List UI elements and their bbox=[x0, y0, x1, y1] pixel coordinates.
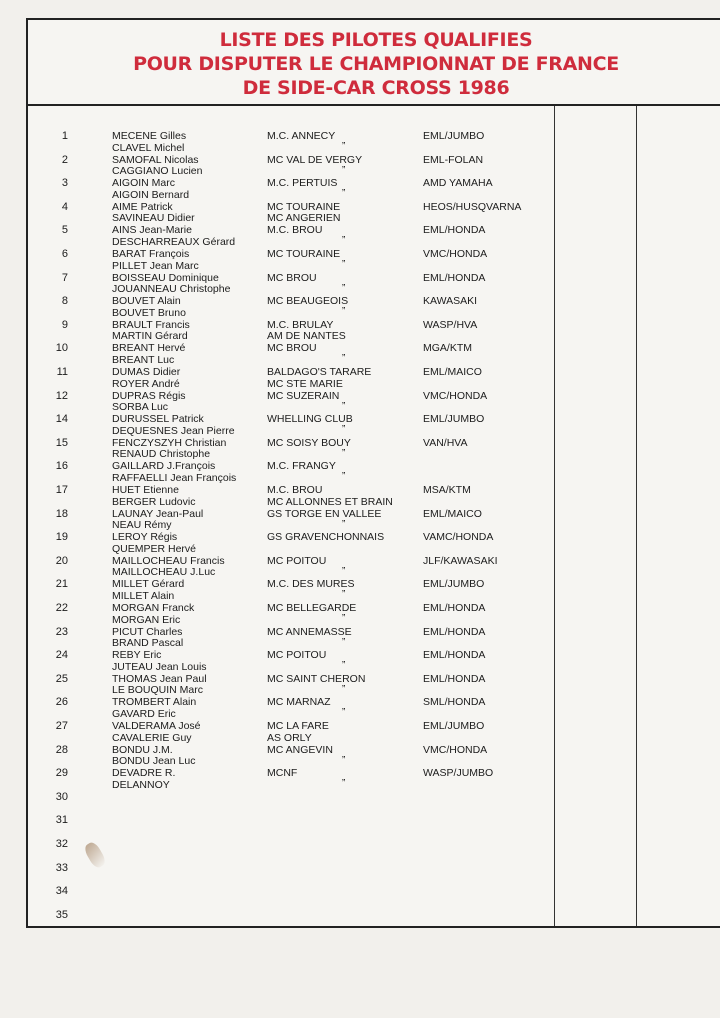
machine-make: MSA/KTM bbox=[423, 484, 471, 496]
entry-number: 12 bbox=[55, 389, 68, 402]
pilot-name: BOISSEAU Dominique bbox=[112, 271, 219, 284]
club-ditto-mark: ” bbox=[342, 400, 346, 412]
column-divider-1 bbox=[554, 106, 555, 926]
passenger-name: BREANT Luc bbox=[112, 354, 175, 366]
pilot-name: DEVADRE R. bbox=[112, 767, 176, 780]
club-ditto-mark: ” bbox=[342, 259, 346, 270]
club-name: MC ANNEMASSE bbox=[267, 625, 352, 638]
machine-make: EML/HONDA bbox=[423, 672, 486, 685]
entry-number: 6 bbox=[61, 248, 68, 260]
pilot-name: BOUVET Alain bbox=[112, 295, 181, 308]
pilot-name: BARAT François bbox=[112, 248, 190, 260]
entry-number: 33 bbox=[55, 861, 68, 874]
pilot-name: VALDERAMA José bbox=[112, 720, 201, 732]
passenger-name: RENAUD Christophe bbox=[112, 448, 211, 461]
entry-number: 29 bbox=[55, 767, 68, 780]
club-ditto-mark: ” bbox=[342, 565, 346, 577]
pilot-name: MAILLOCHEAU Francis bbox=[112, 554, 225, 567]
pilot-name: DURUSSEL Patrick bbox=[112, 413, 204, 426]
machine-make: VMC/HONDA bbox=[423, 743, 488, 756]
pilot-name: FENCZYSZYH Christian bbox=[112, 436, 227, 449]
club-name: MC BELLEGARDE bbox=[267, 602, 357, 614]
title-line-2: POUR DISPUTER LE CHAMPIONNAT DE FRANCE bbox=[133, 53, 619, 75]
entry-number: 8 bbox=[61, 295, 68, 308]
pilot-name: LEROY Régis bbox=[112, 531, 178, 544]
entry-number: 1 bbox=[61, 130, 68, 142]
passenger-name: DESCHARREAUX Gérard bbox=[112, 236, 236, 248]
club-name: M.C. BROU bbox=[267, 484, 323, 496]
club-name: MC TOURAINE bbox=[267, 200, 341, 213]
club-ditto-mark: ” bbox=[342, 282, 346, 294]
entry-number: 23 bbox=[55, 625, 68, 638]
club-ditto-mark: ” bbox=[342, 471, 346, 483]
passenger-name: DEQUESNES Jean Pierre bbox=[112, 424, 235, 437]
club-name: WHELLING CLUB bbox=[267, 413, 353, 426]
club-ditto-mark: ” bbox=[342, 188, 346, 200]
entry-number: 30 bbox=[55, 790, 68, 803]
club-ditto-mark: ” bbox=[342, 518, 346, 530]
machine-make: AMD YAMAHA bbox=[423, 177, 493, 190]
passenger-name: MARTIN Gérard bbox=[112, 330, 188, 343]
club-name: MCNF bbox=[267, 767, 298, 780]
passenger-name: GAVARD Eric bbox=[112, 708, 176, 720]
pilot-name: MILLET Gérard bbox=[112, 578, 185, 591]
pilot-name: DUMAS Didier bbox=[112, 366, 181, 378]
entry-number: 27 bbox=[55, 720, 68, 732]
pilot-name: THOMAS Jean Paul bbox=[112, 672, 207, 685]
club-ditto-mark: ” bbox=[342, 636, 346, 648]
passenger-name: CLAVEL Michel bbox=[112, 141, 185, 154]
entry-number: 25 bbox=[55, 672, 68, 685]
club-name-2: MC ANGERIEN bbox=[267, 212, 341, 225]
pilot-name: SAMOFAL Nicolas bbox=[112, 153, 199, 166]
club-name: MC BROU bbox=[267, 271, 317, 284]
machine-make: EML/HONDA bbox=[423, 224, 486, 237]
entry-number: 34 bbox=[55, 885, 68, 898]
pilot-name: REBY Eric bbox=[112, 649, 162, 662]
passenger-name: LE BOUQUIN Marc bbox=[112, 684, 204, 697]
pilot-name: BRAULT Francis bbox=[112, 318, 190, 331]
pilot-name: MORGAN Franck bbox=[112, 602, 195, 614]
passenger-name: BOUVET Bruno bbox=[112, 306, 186, 319]
passenger-name: AIGOIN Bernard bbox=[112, 188, 190, 201]
entry-number: 20 bbox=[55, 554, 68, 567]
machine-make: EML/JUMBO bbox=[423, 720, 485, 732]
machine-make: EML/JUMBO bbox=[423, 413, 485, 426]
pilot-name: AIGOIN Marc bbox=[112, 177, 176, 190]
pilot-name: AINS Jean-Marie bbox=[112, 224, 192, 237]
club-name: M.C. DES MURES bbox=[267, 578, 355, 591]
club-ditto-mark: ” bbox=[342, 707, 346, 719]
club-name: M.C. BRULAY bbox=[267, 318, 334, 331]
club-name: MC POITOU bbox=[267, 554, 327, 567]
club-name: M.C. ANNECY bbox=[267, 130, 336, 142]
title-line-1: LISTE DES PILOTES QUALIFIES bbox=[219, 29, 533, 51]
club-ditto-mark: ” bbox=[342, 235, 346, 247]
club-name: BALDAGO'S TARARE bbox=[267, 366, 372, 378]
club-name: MC SOISY BOUY bbox=[267, 436, 351, 449]
machine-make: MGA/KTM bbox=[423, 342, 472, 355]
club-ditto-mark: ” bbox=[342, 447, 346, 459]
machine-make: EML/JUMBO bbox=[423, 578, 485, 591]
club-ditto-mark: ” bbox=[342, 778, 346, 790]
entry-number: 11 bbox=[56, 366, 68, 378]
entry-number: 4 bbox=[61, 200, 68, 213]
machine-make: VMC/HONDA bbox=[423, 248, 488, 260]
entry-number: 21 bbox=[55, 578, 68, 591]
machine-make: VAN/HVA bbox=[423, 436, 468, 449]
pilot-name: DUPRAS Régis bbox=[112, 389, 186, 402]
machine-make: JLF/KAWASAKI bbox=[423, 554, 498, 567]
pilot-name: LAUNAY Jean-Paul bbox=[112, 507, 204, 520]
entry-number: 31 bbox=[55, 814, 68, 827]
club-ditto-mark: ” bbox=[342, 589, 346, 601]
club-ditto-mark: ” bbox=[342, 754, 346, 766]
club-name-2: MC STE MARIE bbox=[267, 377, 343, 390]
club-ditto-mark: ” bbox=[342, 306, 346, 318]
machine-make: EML/MAICO bbox=[423, 366, 482, 378]
machine-make: EML/HONDA bbox=[423, 602, 486, 614]
entry-number: 5 bbox=[61, 224, 68, 237]
club-name: GS GRAVENCHONNAIS bbox=[267, 531, 385, 544]
passenger-name: MAILLOCHEAU J.Luc bbox=[112, 566, 216, 579]
entry-number: 32 bbox=[55, 838, 68, 850]
passenger-name: CAVALERIE Guy bbox=[112, 731, 192, 744]
pilot-name: GAILLARD J.François bbox=[112, 460, 216, 473]
passenger-name: DELANNOY bbox=[112, 778, 170, 791]
passenger-name: QUEMPER Hervé bbox=[112, 542, 197, 555]
machine-make: VMC/HONDA bbox=[423, 389, 488, 402]
passenger-name: BRAND Pascal bbox=[112, 637, 184, 650]
entry-number: 16 bbox=[55, 460, 68, 473]
entry-number: 28 bbox=[55, 743, 68, 756]
entry-number: 18 bbox=[55, 507, 68, 520]
machine-make: HEOS/HUSQVARNA bbox=[423, 200, 522, 213]
club-name: MC POITOU bbox=[267, 649, 327, 662]
passenger-name: JOUANNEAU Christophe bbox=[112, 283, 231, 296]
passenger-name: MILLET Alain bbox=[112, 590, 175, 602]
club-name: GS TORGE EN VALLEE bbox=[267, 507, 382, 520]
passenger-name: ROYER André bbox=[112, 377, 180, 390]
machine-make: KAWASAKI bbox=[423, 295, 478, 308]
club-name: MC BEAUGEOIS bbox=[267, 295, 349, 308]
club-name: M.C. BROU bbox=[267, 224, 323, 237]
pilot-name: AIME Patrick bbox=[112, 200, 173, 213]
passenger-name: JUTEAU Jean Louis bbox=[112, 660, 207, 673]
machine-make: EML/MAICO bbox=[423, 507, 482, 520]
entry-number: 10 bbox=[55, 342, 68, 355]
passenger-name: SORBA Luc bbox=[112, 401, 169, 414]
machine-make: VAMC/HONDA bbox=[423, 531, 494, 544]
passenger-name: BONDU Jean Luc bbox=[112, 755, 196, 768]
club-ditto-mark: ” bbox=[342, 424, 346, 436]
club-name: MC MARNAZ bbox=[267, 696, 331, 709]
pilot-name: MECENE Gilles bbox=[112, 130, 187, 142]
club-name: MC TOURAINE bbox=[267, 248, 341, 260]
club-name: MC LA FARE bbox=[267, 720, 329, 732]
passenger-name: NEAU Rémy bbox=[112, 519, 172, 532]
entry-number: 17 bbox=[55, 484, 68, 496]
machine-make: EML/JUMBO bbox=[423, 130, 485, 142]
club-name: MC SUZERAIN bbox=[267, 389, 340, 402]
entry-number: 19 bbox=[55, 531, 68, 544]
column-divider-2 bbox=[636, 106, 637, 926]
machine-make: SML/HONDA bbox=[423, 696, 486, 709]
club-ditto-mark: ” bbox=[342, 660, 346, 672]
entry-number: 7 bbox=[61, 271, 68, 284]
club-name-2: AM DE NANTES bbox=[267, 330, 346, 343]
passenger-name: CAGGIANO Lucien bbox=[112, 165, 203, 178]
club-ditto-mark: ” bbox=[342, 613, 346, 624]
passenger-name: SAVINEAU Didier bbox=[112, 212, 195, 225]
entry-number: 9 bbox=[61, 318, 68, 331]
entry-number: 22 bbox=[55, 602, 68, 614]
entry-number: 14 bbox=[55, 413, 68, 426]
pilot-name: HUET Etienne bbox=[112, 484, 179, 496]
pilot-name: TROMBERT Alain bbox=[112, 696, 197, 709]
passenger-name: RAFFAELLI Jean François bbox=[112, 472, 237, 484]
machine-make: EML/HONDA bbox=[423, 649, 486, 662]
machine-make: WASP/JUMBO bbox=[423, 767, 494, 780]
club-name: MC VAL DE VERGY bbox=[267, 153, 363, 166]
machine-make: WASP/HVA bbox=[423, 318, 478, 331]
club-name: MC ANGEVIN bbox=[267, 743, 333, 756]
page-frame bbox=[26, 18, 720, 928]
club-ditto-mark: ” bbox=[342, 683, 346, 695]
pilot-name: BONDU J.M. bbox=[112, 743, 173, 756]
entry-number: 26 bbox=[55, 696, 68, 709]
passenger-name: MORGAN Eric bbox=[112, 613, 181, 626]
title-line-3: DE SIDE-CAR CROSS 1986 bbox=[242, 77, 510, 99]
club-ditto-mark: ” bbox=[342, 353, 346, 365]
club-name-2: AS ORLY bbox=[267, 731, 312, 744]
entry-number: 3 bbox=[61, 177, 68, 190]
machine-make: EML/HONDA bbox=[423, 625, 486, 638]
club-name: MC SAINT CHERON bbox=[267, 672, 366, 685]
club-ditto-mark: ” bbox=[342, 141, 346, 152]
passenger-name: BERGER Ludovic bbox=[112, 495, 196, 508]
machine-make: EML-FOLAN bbox=[423, 153, 484, 166]
club-name-2: MC ALLONNES ET BRAIN bbox=[267, 495, 393, 508]
machine-make: EML/HONDA bbox=[423, 271, 486, 284]
entry-number: 15 bbox=[55, 436, 68, 449]
entry-number: 35 bbox=[55, 908, 68, 921]
pilot-name: PICUT Charles bbox=[112, 625, 183, 638]
club-name: M.C. FRANGY bbox=[267, 460, 336, 473]
entry-number: 2 bbox=[61, 153, 68, 166]
club-name: M.C. PERTUIS bbox=[267, 177, 338, 190]
passenger-name: PILLET Jean Marc bbox=[112, 259, 199, 272]
club-ditto-mark: ” bbox=[342, 164, 346, 176]
pilot-name: BREANT Hervé bbox=[112, 342, 186, 355]
document-title bbox=[28, 20, 720, 106]
club-name: MC BROU bbox=[267, 342, 317, 355]
entry-number: 24 bbox=[55, 649, 68, 662]
